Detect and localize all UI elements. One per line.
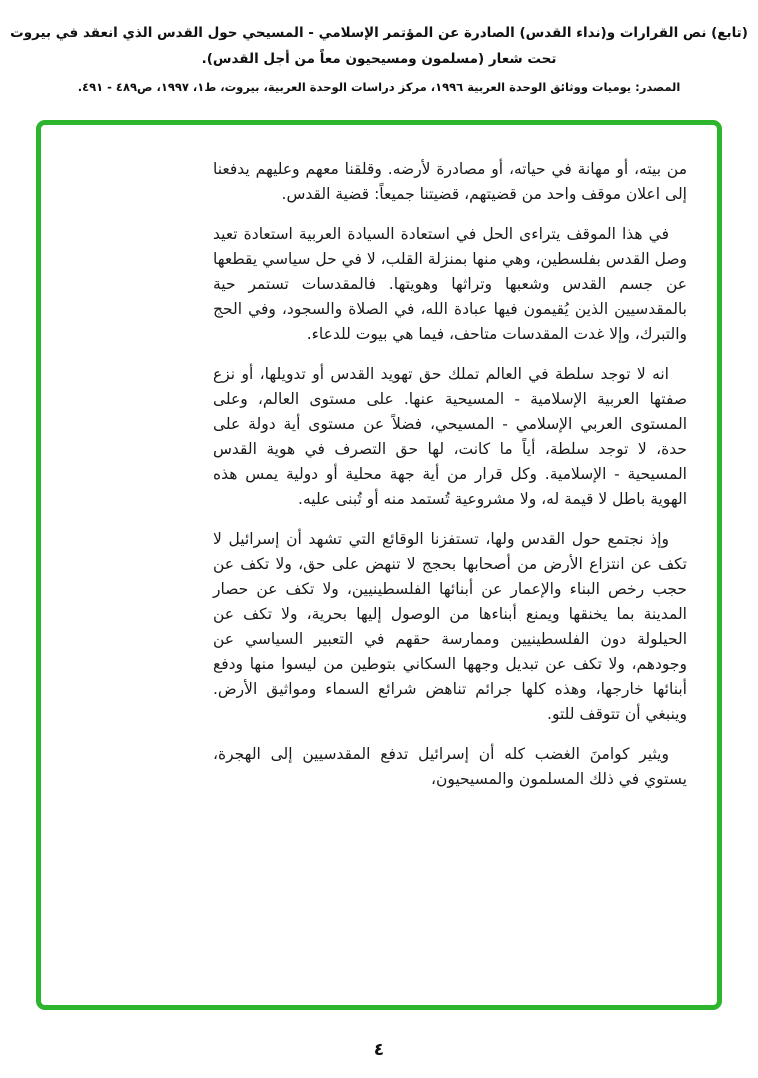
header-source-line: المصدر: يوميات ووثائق الوحدة العربية ١٩٩٦، مركز دراسات الوحدة العربية، بيروت، ط١، ١٩٩٧، ص٤٨٩ - ٤٩١. bbox=[77, 80, 681, 94]
document-frame bbox=[36, 120, 722, 1010]
document-header bbox=[0, 0, 758, 100]
document-footer bbox=[0, 1040, 758, 1060]
header-title-line-2: تحت شعار (مسلمون ومسيحيون معاً من أجل القدس). bbox=[201, 51, 557, 67]
document-body bbox=[213, 157, 687, 981]
header-title-line-1: (تابع) نص القرارات و(نداء القدس) الصادرة عن المؤتمر الإسلامي - المسيحي حول القدس الذي انعقد في بيروت bbox=[10, 25, 748, 41]
paragraph: من بيته، أو مهانة في حياته، أو مصادرة لأرضه. وقلقنا معهم وعليهم يدفعنا إلى اعلان موقف واحد من قضيتهم، قضيتنا جميعاً: قضية القدس. bbox=[213, 160, 687, 203]
paragraph: ويثير كوامنَ الغضب كله أن إسرائيل تدفع المقدسيين إلى الهجرة، يستوي في ذلك المسلمون والمسيحيون، bbox=[213, 745, 687, 788]
paragraph: في هذا الموقف يتراءى الحل في استعادة السيادة العربية استعادة تعيد وصل القدس بفلسطين، وهي منها بمنزلة القلب، لا في حل سياسي يقطعها عن جسم القدس وشعبها وتراثها وهويتها. فالمقدسات تستمر حية بالمقدسيين الذين يُقيمون فيها عبادة الله، في الصلاة والسجود، وفي الحج والتبرك، وإلا غدت المقدسات متاحف، فيما هي بيوت للدعاء. bbox=[213, 225, 687, 343]
paragraph: وإذ نجتمع حول القدس ولها، تستفزنا الوقائع التي تشهد أن إسرائيل لا تكف عن انتزاع الأرض من أصحابها بحجج لا تنهض على حق، ولا تكف عن حجب رخص البناء والإعمار عن أبنائها الفلسطينيين، ولا تكف عن حصار المدينة بما يخنقها ويمنع أبناءها من الوصول إليها بحرية، ولا تكف عن الحيلولة دون الفلسطينيين وممارسة حقهم في التعبير السياسي عن وجودهم، ولا تكف عن تبديل وجهها السكاني بتوطين من ليسوا منها ودفع أبنائها خارجها، وهذه كلها جرائم تناهض شرائع السماء ومواثيق الأرض. وينبغي أن تتوقف للتو. bbox=[213, 530, 687, 723]
paragraph: انه لا توجد سلطة في العالم تملك حق تهويد القدس أو تدويلها، أو نزع صفتها العربية الإسلامية - المسيحية عنها. على مستوى العالم، وعلى المستوى العربي الإسلامي - المسيحي، فضلاً عن مستوى أية دولة على حدة، لا توجد سلطة، أياً ما كانت، لها حق التصرف في هوية القدس المسيحية - الإسلامية. وكل قرار من أية جهة محلية أو دولية يمس هذه الهوية باطل لا قيمة له، ولا مشروعية تُستمد منه أو تُبنى عليه. bbox=[213, 365, 687, 508]
page-number: ٤ bbox=[373, 1040, 385, 1060]
